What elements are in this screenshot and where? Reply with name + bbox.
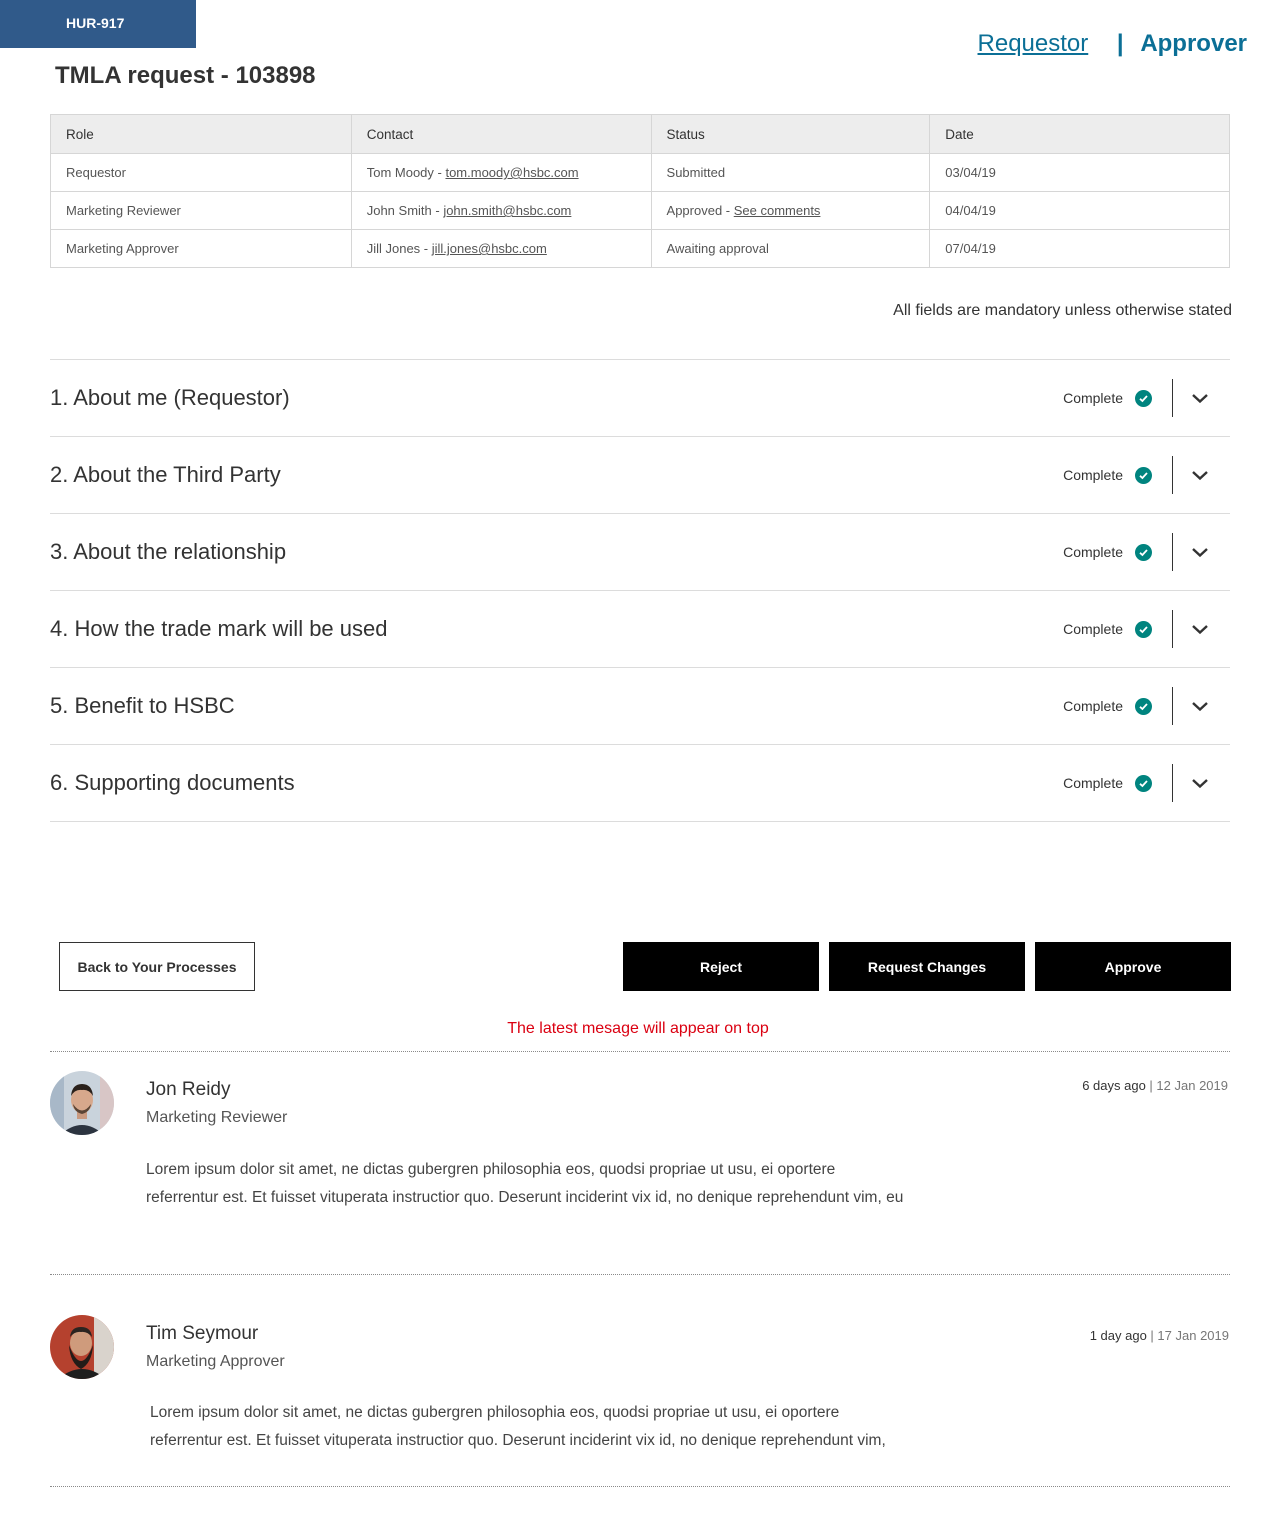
chevron-down-icon[interactable] [1190, 542, 1210, 562]
chevron-down-icon[interactable] [1190, 388, 1210, 408]
status-cell [651, 230, 930, 268]
ticket-id-badge: HUR-917 [0, 0, 196, 48]
section-status: Complete [1063, 467, 1123, 483]
contact-email-link[interactable]: tom.moody@hsbc.com [445, 165, 579, 180]
contact-name: John Smith - [366, 203, 444, 218]
mandatory-note: All fields are mandatory unless otherwise stated [893, 302, 1232, 319]
check-circle-icon [1135, 621, 1152, 638]
section-divider [1172, 610, 1173, 648]
commenter-role: Marketing Reviewer [146, 1109, 288, 1126]
section-row-trade-mark-usage[interactable] [50, 591, 1230, 668]
table-header-row [51, 115, 1230, 154]
check-circle-icon [1135, 775, 1152, 792]
section-title: 5. Benefit to HSBC [50, 693, 235, 718]
reject-button[interactable]: Reject [623, 942, 819, 991]
time-separator: | [1145, 1078, 1157, 1093]
approver-view-link[interactable]: Approver [1140, 30, 1247, 57]
contact-name: Jill Jones - [366, 241, 432, 256]
section-row-about-me[interactable] [50, 360, 1230, 437]
comment-body [150, 1399, 970, 1455]
section-title: 4. How the trade mark will be used [50, 616, 388, 641]
contact-cell [351, 154, 651, 192]
section-row-relationship[interactable] [50, 514, 1230, 591]
role-cell: Marketing Reviewer [51, 192, 352, 230]
section-divider [1172, 379, 1173, 417]
table-row [51, 230, 1230, 268]
chevron-down-icon[interactable] [1190, 465, 1210, 485]
status-text: Submitted [666, 165, 726, 180]
comment-divider [50, 1051, 1230, 1052]
check-circle-icon [1135, 390, 1152, 407]
relative-time: 1 day ago [1089, 1328, 1147, 1343]
role-switch [978, 30, 1247, 58]
comment-timestamp [1090, 1328, 1229, 1343]
see-comments-link[interactable]: See comments [733, 203, 821, 218]
role-cell: Marketing Approver [51, 230, 352, 268]
commenter-name: Jon Reidy [146, 1079, 231, 1100]
table-row [51, 154, 1230, 192]
section-row-benefit[interactable] [50, 668, 1230, 745]
status-cell [651, 192, 930, 230]
section-row-third-party[interactable] [50, 437, 1230, 514]
comment-divider [50, 1486, 1230, 1487]
status-text: Awaiting approval [666, 241, 769, 256]
chevron-down-icon[interactable] [1190, 619, 1210, 639]
section-title: 2. About the Third Party [50, 462, 281, 487]
status-text: Approved - [666, 203, 734, 218]
section-title: 1. About me (Requestor) [50, 385, 290, 410]
section-status: Complete [1063, 775, 1123, 791]
contact-email-link[interactable]: jill.jones@hsbc.com [431, 241, 547, 256]
status-cell [651, 154, 930, 192]
check-circle-icon [1135, 467, 1152, 484]
section-status: Complete [1063, 698, 1123, 714]
role-separator: | [1116, 30, 1124, 57]
date-cell: 04/04/19 [930, 192, 1230, 230]
section-divider [1172, 687, 1173, 725]
commenter-name: Tim Seymour [146, 1323, 259, 1344]
column-header-date: Date [930, 115, 1230, 154]
table-row [51, 192, 1230, 230]
contact-cell [351, 192, 651, 230]
chevron-down-icon[interactable] [1190, 773, 1210, 793]
section-status: Complete [1063, 390, 1123, 406]
requestor-view-link[interactable]: Requestor [977, 30, 1089, 57]
time-separator: | [1146, 1328, 1158, 1343]
request-changes-button[interactable]: Request Changes [829, 942, 1025, 991]
roles-table [50, 114, 1230, 268]
comment-date: 17 Jan 2019 [1157, 1328, 1229, 1343]
column-header-status: Status [651, 115, 930, 154]
latest-message-note: The latest mesage will appear on top [507, 1020, 769, 1037]
approve-button[interactable]: Approve [1035, 942, 1231, 991]
check-circle-icon [1135, 544, 1152, 561]
check-circle-icon [1135, 698, 1152, 715]
section-status: Complete [1063, 621, 1123, 637]
page-title: TMLA request - 103898 [55, 62, 316, 89]
comment-divider [50, 1274, 1230, 1275]
role-cell: Requestor [51, 154, 352, 192]
commenter-role: Marketing Approver [146, 1353, 285, 1370]
comment-body [146, 1156, 966, 1212]
comment-body-line: Lorem ipsum dolor sit amet, ne dictas gubergren philosophia eos, quodsi propriae ut usu, ei oportere [150, 1404, 840, 1421]
date-cell: 03/04/19 [930, 154, 1230, 192]
date-cell: 07/04/19 [930, 230, 1230, 268]
column-header-role: Role [51, 115, 352, 154]
form-sections-accordion [50, 359, 1230, 822]
contact-name: Tom Moody - [366, 165, 446, 180]
comment-body-line: referrentur est. Et fuisset vituperata instructior quo. Deserunt inciderint vix id, no denique reprehendunt vim, eu [146, 1189, 904, 1206]
back-to-processes-button[interactable]: Back to Your Processes [59, 942, 255, 991]
section-row-supporting-documents[interactable] [50, 745, 1230, 822]
avatar [50, 1071, 114, 1135]
section-divider [1172, 764, 1173, 802]
section-title: 6. Supporting documents [50, 770, 295, 795]
comment-date: 12 Jan 2019 [1156, 1078, 1228, 1093]
contact-cell [351, 230, 651, 268]
section-divider [1172, 533, 1173, 571]
comment-body-line: Lorem ipsum dolor sit amet, ne dictas gubergren philosophia eos, quodsi propriae ut usu, ei oportere [146, 1161, 836, 1178]
avatar [50, 1315, 114, 1379]
section-title: 3. About the relationship [50, 539, 287, 564]
contact-email-link[interactable]: john.smith@hsbc.com [443, 203, 572, 218]
comment-body-line: referrentur est. Et fuisset vituperata instructior quo. Deserunt inciderint vix id, no denique reprehendunt vim, [150, 1432, 886, 1449]
section-status: Complete [1063, 544, 1123, 560]
section-divider [1172, 456, 1173, 494]
relative-time: 6 days ago [1082, 1078, 1146, 1093]
chevron-down-icon[interactable] [1190, 696, 1210, 716]
column-header-contact: Contact [351, 115, 651, 154]
comment-timestamp [1082, 1078, 1228, 1093]
